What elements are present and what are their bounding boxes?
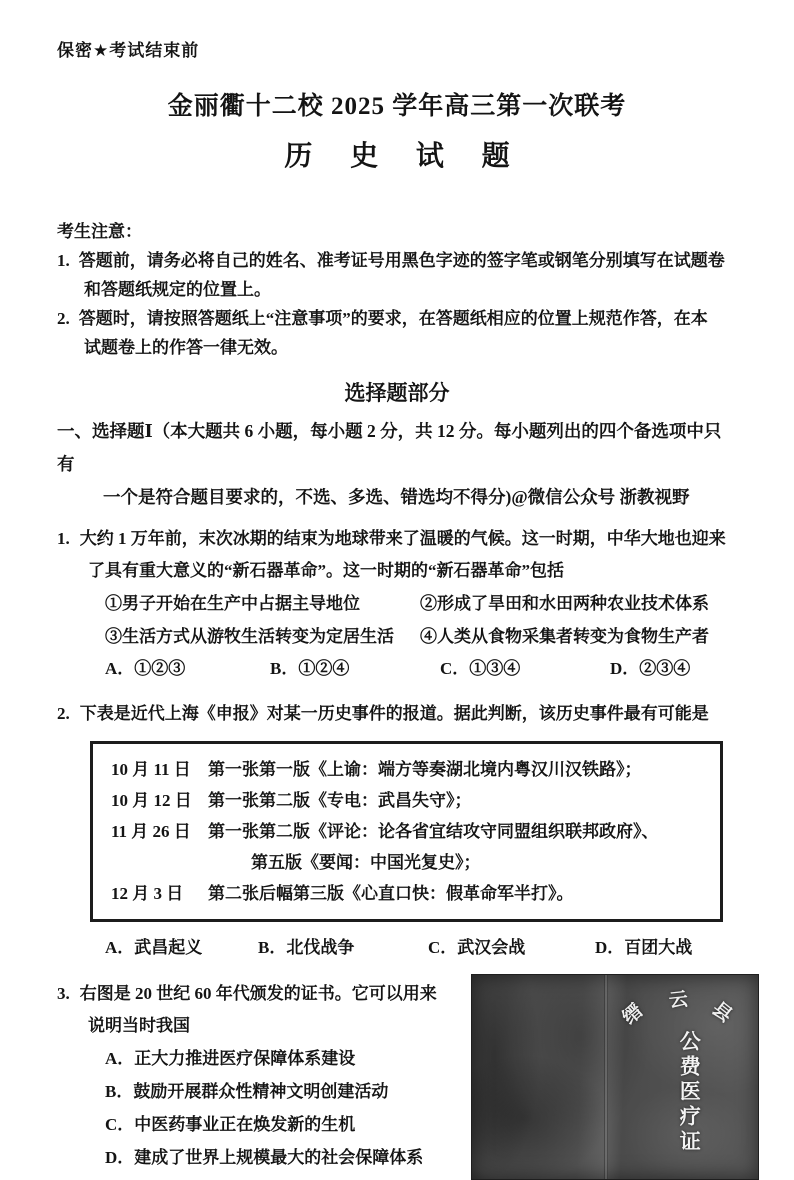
notice-item-line: [57, 304, 737, 333]
notice-item-text: 答题前，请务必将自己的姓名、准考证号用黑色字迹的签字笔或钢笔分别填写在试题卷: [78, 251, 725, 270]
question-stem: [57, 523, 737, 555]
table-row: [111, 878, 710, 909]
table-row: [111, 785, 710, 816]
question-stem-text: 下表是近代上海《申报》对某一历史事件的报道。据此判断，该历史事件最有可能是: [79, 704, 709, 723]
option-item-a: A．①②③: [105, 659, 186, 678]
table-date-cell: 12 月 3 日: [111, 884, 184, 903]
section-instruction-line: 一、选择题Ⅰ（本大题共 6 小题，每小题 2 分，共 12 分。每小题列出的四个备选项中只有: [57, 421, 722, 474]
option-item-d: D．②③④: [610, 659, 691, 678]
security-notice: 保密★考试结束前: [57, 41, 200, 60]
option-row: [57, 932, 737, 964]
statement-item: ④人类从食物采集者转变为食物生产者: [420, 627, 709, 646]
option-item-c: C．中医药事业正在焕发新的生机: [105, 1115, 356, 1134]
notice-item-line: [57, 246, 737, 275]
question-stem-text: 大约 1 万年前，末次冰期的结束为地球带来了温暖的气候。这一时期，中华大地也迎来: [79, 529, 726, 548]
table-content-cell: 第二张后幅第三版《心直口快：假革命军半打》。: [208, 884, 574, 903]
notice-item: [57, 304, 737, 362]
candidate-notice: [57, 218, 737, 362]
table-row: [111, 847, 710, 878]
table-content-cell: 第一张第二版《专电：武昌失守》；: [208, 791, 472, 810]
section-instruction-line: 一个是符合题目要求的，不选、多选、错选均不得分)@微信公众号 浙教视野: [103, 487, 690, 507]
question-stem: [57, 978, 469, 1010]
question-text-column: [57, 978, 469, 1174]
notice-item-text: 答题时，请按照答题纸上“注意事项”的要求，在答题纸相应的位置上规范作答，在本: [78, 309, 708, 328]
notice-item-number: 2.: [57, 309, 70, 328]
table-date-cell: 10 月 11 日: [111, 760, 191, 779]
option-item-b: B．①②④: [270, 659, 350, 678]
question-1: [57, 523, 737, 685]
table-row: [111, 754, 710, 785]
option-item-a: A．武昌起义: [105, 938, 203, 957]
option-item-d: D．百团大战: [595, 938, 693, 957]
report-table: [90, 741, 723, 922]
option-item-c: C．①③④: [440, 659, 521, 678]
table-row: [111, 816, 710, 847]
option-row: [57, 653, 737, 685]
section-instruction: [57, 415, 737, 514]
certificate-vertical-title: 公费医疗证: [677, 1030, 701, 1156]
certificate-county-char: 县: [708, 998, 737, 1028]
table-date-cell: 10 月 12 日: [111, 791, 192, 810]
notice-item: [57, 246, 737, 304]
statement-item: ①男子开始在生产中占据主导地位: [105, 594, 360, 613]
notice-item-number: 1.: [57, 251, 70, 270]
certificate-photo: [471, 974, 759, 1180]
statement-item: ③生活方式从游牧生活转变为定居生活: [105, 627, 394, 646]
question-number: 1.: [57, 529, 70, 548]
question-stem-text: 说明当时我国: [88, 1016, 190, 1035]
option-item-d: D．建成了世界上规模最大的社会保障体系: [105, 1148, 424, 1167]
question-2: [57, 698, 737, 964]
table-date-cell: 11 月 26 日: [111, 822, 191, 841]
question-number: 2.: [57, 704, 70, 723]
option-item-a: A．正大力推进医疗保障体系建设: [105, 1049, 356, 1068]
statement-list: [57, 587, 737, 653]
exam-title: 金丽衢十二校 2025 学年高三第一次联考: [167, 93, 627, 120]
certificate-county-char: 缙: [618, 1000, 647, 1030]
section-title: 选择题部分: [344, 382, 450, 405]
question-stem-text: 了具有重大意义的“新石器革命”。这一时期的“新石器革命”包括: [88, 561, 564, 580]
statement-item: ②形成了旱田和水田两种农业技术体系: [420, 594, 709, 613]
table-content-cell: 第一张第二版《评论：论各省宜结攻守同盟组织联邦政府》、: [208, 822, 659, 841]
table-date-cell: [111, 847, 208, 878]
notice-item-text: 试题卷上的作答一律无效。: [84, 338, 288, 357]
question-stem: [57, 698, 737, 730]
subject-title: 历 史 试 题: [284, 140, 525, 171]
candidate-notice-heading: 考生注意：: [57, 222, 142, 241]
certificate-fold-line: [604, 975, 608, 1179]
table-content-cell: 第五版《要闻：中国光复史》；: [251, 853, 481, 872]
certificate-county-char: 云: [668, 989, 690, 1013]
option-item-c: C．武汉会战: [428, 938, 526, 957]
question-3: [57, 978, 737, 1180]
notice-item-text: 和答题纸规定的位置上。: [84, 280, 271, 299]
question-stem-text: 右图是 20 世纪 60 年代颁发的证书。它可以用来: [79, 984, 437, 1003]
table-content-cell: 第一张第一版《上谕：端方等奏湖北境内粤汉川汉铁路》；: [208, 760, 642, 779]
option-item-b: B．鼓励开展群众性精神文明创建活动: [105, 1082, 389, 1101]
question-number: 3.: [57, 984, 70, 1003]
option-item-b: B．北伐战争: [258, 938, 355, 957]
